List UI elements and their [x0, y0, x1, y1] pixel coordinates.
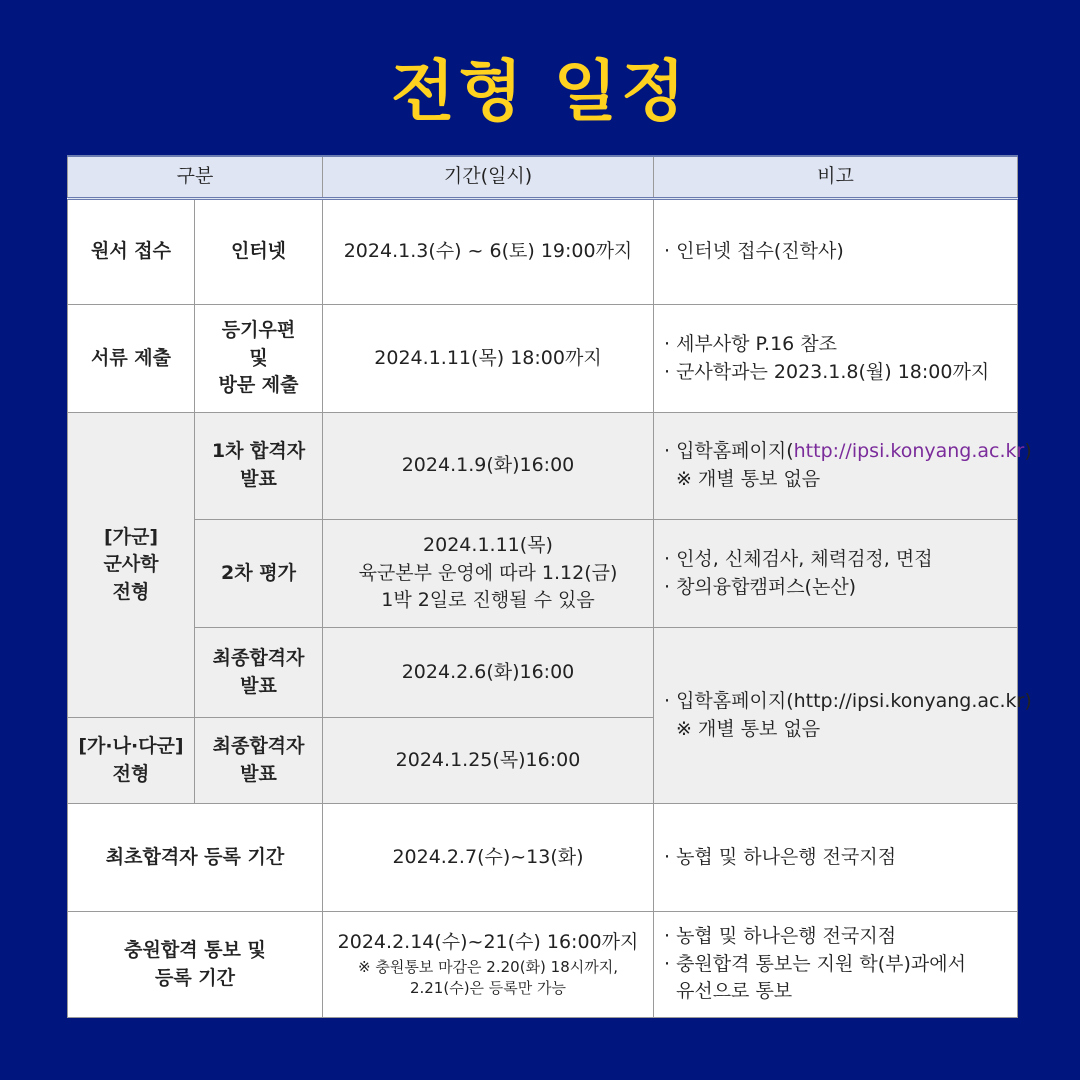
final-pass-general-period: 2024.1.25(목)16:00 — [323, 718, 654, 804]
final-pass-note: · 입학홈페이지(http://ipsi.konyang.ac.kr) ※ 개별 통보 없음 — [654, 628, 1018, 804]
header-category: 구분 — [68, 156, 323, 199]
military-group: [가군] 군사학 전형 — [68, 413, 195, 718]
first-pass-sub: 1차 합격자 발표 — [195, 413, 323, 520]
final-pass-military-period: 2024.2.6(화)16:00 — [323, 628, 654, 718]
table-header-row — [68, 156, 1018, 199]
page-title: 전형 일정 — [390, 53, 689, 130]
table-row — [68, 305, 1018, 413]
second-eval-note: · 인성, 신체검사, 체력검정, 면접 · 창의융합캠퍼스(논산) — [654, 520, 1018, 628]
application-sub: 인터넷 — [195, 199, 323, 305]
table-row — [68, 912, 1018, 1018]
additional-note: · 농협 및 하나은행 전국지점 · 충원합격 통보는 지원 학(부)과에서 유선으로 통보 — [654, 912, 1018, 1018]
header-period: 기간(일시) — [323, 156, 654, 199]
table-row — [68, 804, 1018, 912]
general-group: [가·나·다군] 전형 — [68, 718, 195, 804]
header-note: 비고 — [654, 156, 1018, 199]
documents-note: · 세부사항 P.16 참조 · 군사학과는 2023.1.8(월) 18:00까지 — [654, 305, 1018, 413]
second-eval-sub: 2차 평가 — [195, 520, 323, 628]
table-row — [68, 520, 1018, 628]
final-pass-military-sub: 최종합격자 발표 — [195, 628, 323, 718]
application-note: · 인터넷 접수(진학사) — [654, 199, 1018, 305]
registration-note: · 농협 및 하나은행 전국지점 — [654, 804, 1018, 912]
table-row — [68, 628, 1018, 718]
registration-group: 최초합격자 등록 기간 — [68, 804, 323, 912]
documents-sub: 등기우편 및 방문 제출 — [195, 305, 323, 413]
table-row — [68, 413, 1018, 520]
additional-period: 2024.2.14(수)~21(수) 16:00까지 ※ 충원통보 마감은 2.20(화) 18시까지, 2.21(수)은 등록만 가능 — [323, 912, 654, 1018]
application-period: 2024.1.3(수) ~ 6(토) 19:00까지 — [323, 199, 654, 305]
documents-period: 2024.1.11(목) 18:00까지 — [323, 305, 654, 413]
additional-group: 충원합격 통보 및 등록 기간 — [68, 912, 323, 1018]
homepage-link[interactable]: http://ipsi.konyang.ac.kr — [793, 440, 1025, 463]
application-group: 원서 접수 — [68, 199, 195, 305]
final-pass-general-sub: 최종합격자 발표 — [195, 718, 323, 804]
first-pass-period: 2024.1.9(화)16:00 — [323, 413, 654, 520]
schedule-table — [67, 155, 1032, 1018]
second-eval-period: 2024.1.11(목) 육군본부 운영에 따라 1.12(금) 1박 2일로 진행될 수 있음 — [323, 520, 654, 628]
table-row — [68, 199, 1018, 305]
first-pass-note: · 입학홈페이지(http://ipsi.konyang.ac.kr) ※ 개별 통보 없음 — [654, 413, 1018, 520]
documents-group: 서류 제출 — [68, 305, 195, 413]
registration-period: 2024.2.7(수)~13(화) — [323, 804, 654, 912]
